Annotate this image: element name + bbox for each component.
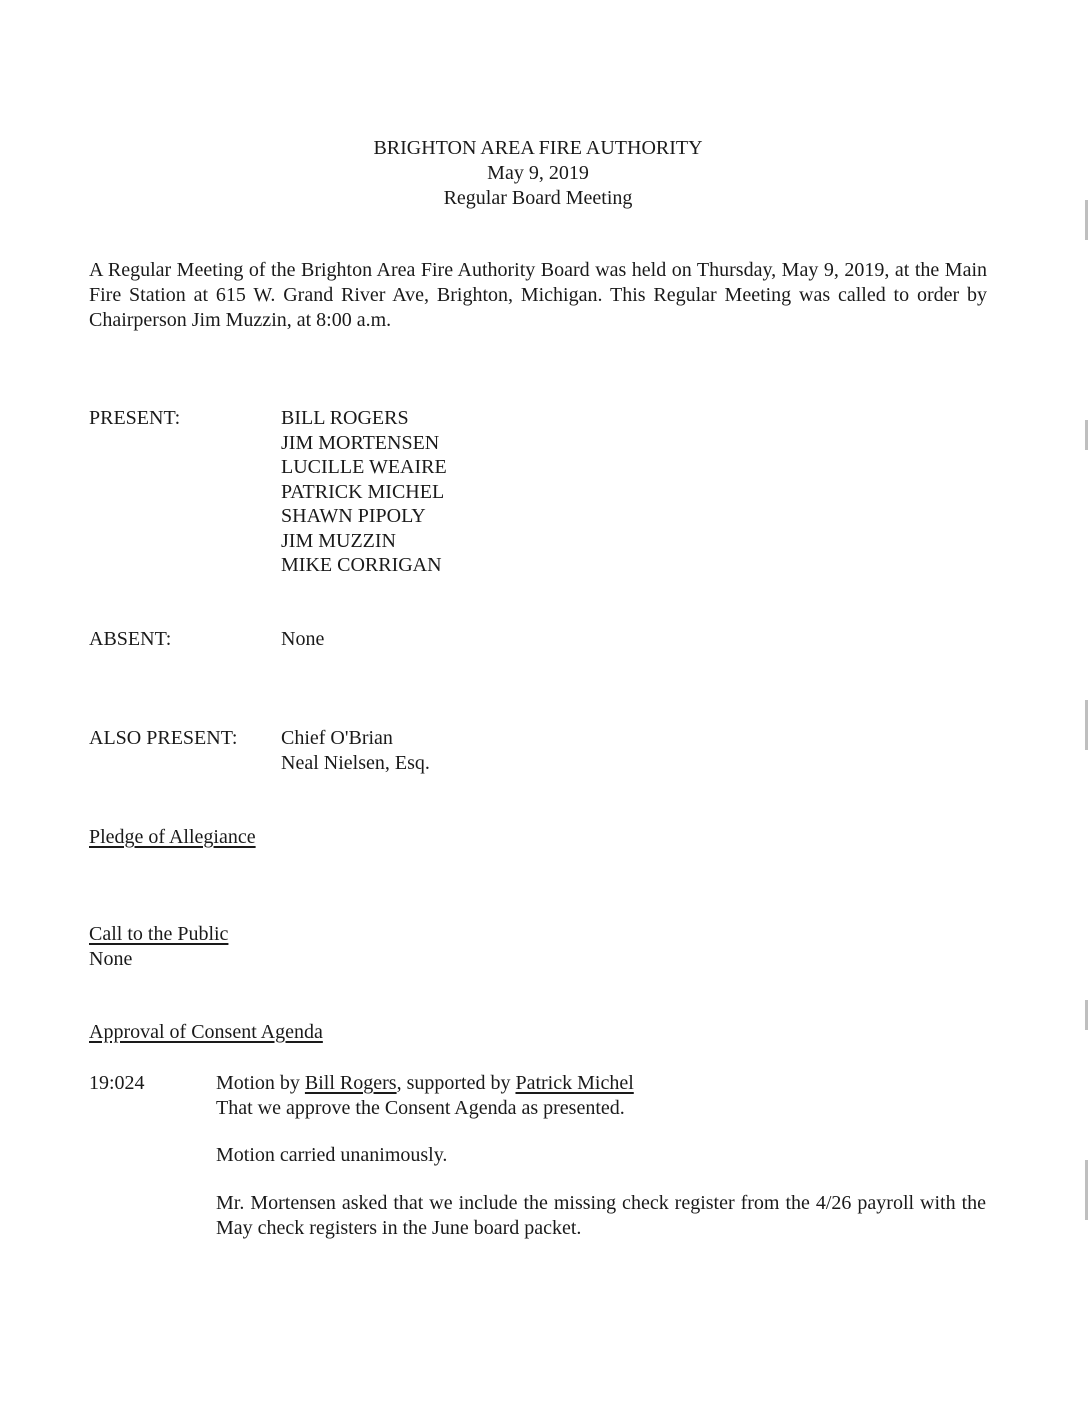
consent-agenda-heading: Approval of Consent Agenda: [89, 1021, 323, 1043]
call-to-public-value: None: [89, 948, 133, 970]
call-to-public-heading: Call to the Public: [89, 923, 229, 945]
motion-text: That we approve the Consent Agenda as presented.: [216, 1097, 625, 1119]
present-member: PATRICK MICHEL: [281, 480, 445, 503]
also-present-label: ALSO PRESENT:: [89, 727, 238, 749]
present-list: [281, 406, 447, 578]
motion-number: 19:024: [89, 1072, 145, 1094]
meeting-date: May 9, 2019: [487, 162, 589, 184]
also-present-list: [281, 726, 430, 775]
present-member: SHAWN PIPOLY: [281, 505, 426, 527]
motion-statement: [216, 1071, 986, 1121]
motion-supporter: Patrick Michel: [515, 1072, 634, 1094]
present-label: PRESENT:: [89, 407, 181, 429]
also-present-member: Neal Nielsen, Esq.: [281, 751, 430, 774]
motion-mover: Bill Rogers: [304, 1072, 397, 1094]
intro-paragraph: A Regular Meeting of the Brighton Area Fire Authority Board was held on Thursday, May 9, 2019, at the Main Fire Station at 615 W. Grand River Ave, Brighton, Michigan. This Regular Meeting was called to order by Chairperson Jim Muzzin, at 8:00 a.m.: [89, 259, 987, 331]
meeting-type: Regular Board Meeting: [443, 187, 633, 209]
absent-value: None: [281, 628, 325, 650]
present-member: LUCILLE WEAIRE: [281, 456, 447, 478]
pledge-heading: Pledge of Allegiance: [89, 826, 256, 848]
absent-label: ABSENT:: [89, 628, 172, 650]
present-member: BILL ROGERS: [281, 407, 409, 429]
motion-line: [216, 1071, 986, 1096]
present-member: JIM MUZZIN: [281, 529, 396, 552]
document-header: [0, 136, 1076, 211]
present-member: JIM MORTENSEN: [281, 431, 440, 454]
motion-mid: , supported by: [396, 1072, 516, 1094]
motion-result: Motion carried unanimously.: [216, 1144, 448, 1166]
organization-title: BRIGHTON AREA FIRE AUTHORITY: [373, 137, 703, 159]
present-member: MIKE CORRIGAN: [281, 554, 442, 576]
also-present-member: Chief O'Brian: [281, 727, 393, 749]
motion-prefix: Motion by: [216, 1072, 305, 1094]
motion-note: Mr. Mortensen asked that we include the missing check register from the 4/26 payroll with the May check registers in the June board packet.: [216, 1192, 986, 1239]
